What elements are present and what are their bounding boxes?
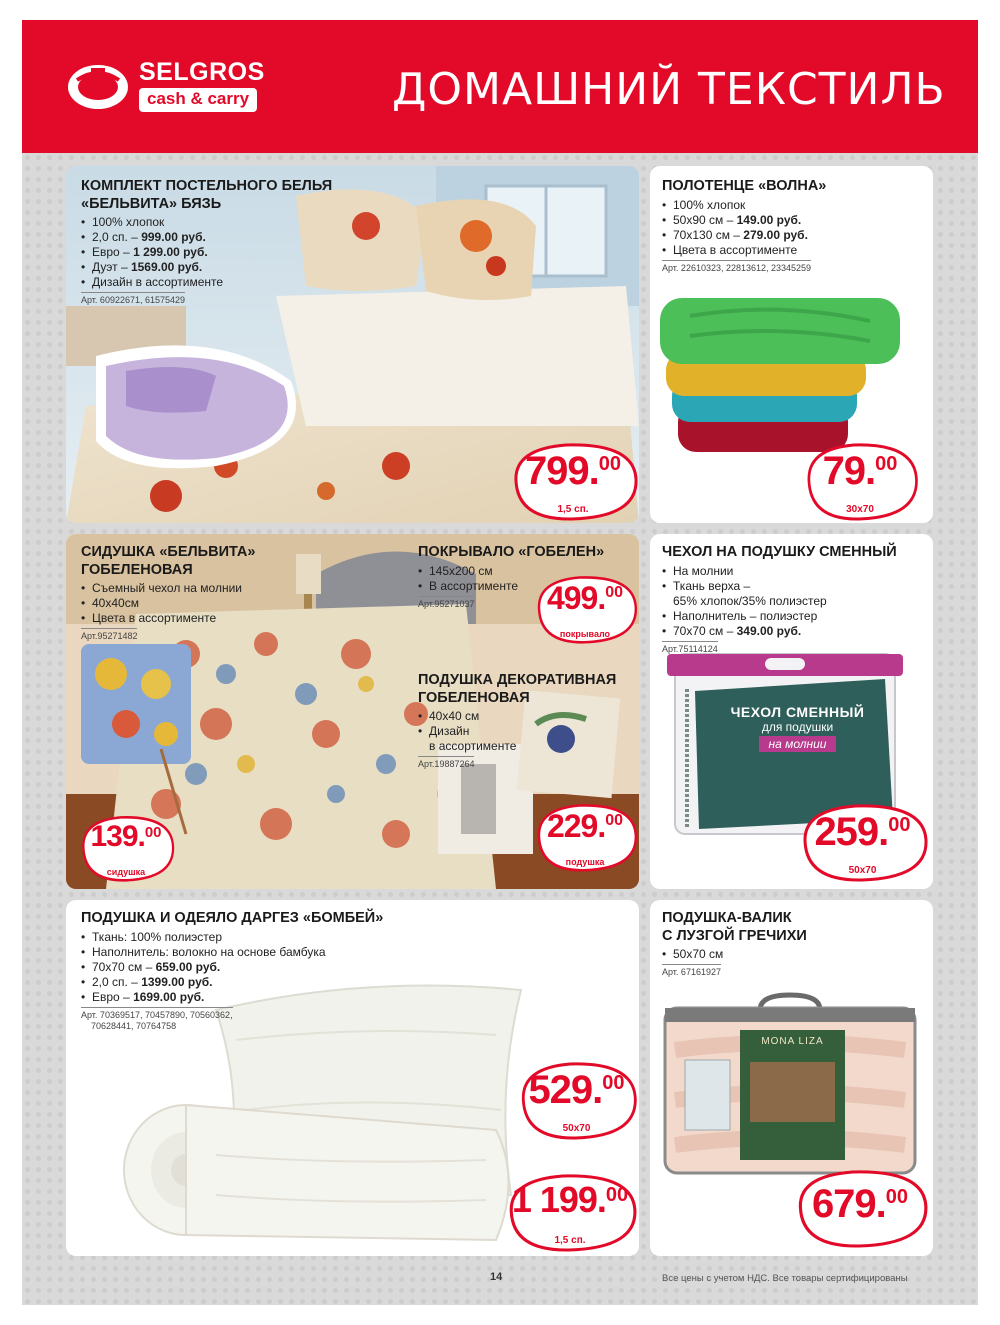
pillowcase-feature: • Наполнитель – полиэстер <box>662 609 927 624</box>
bedding-feature: • Евро – 1 299.00 руб. <box>81 245 381 260</box>
towel-price-tag[interactable]: 79.00 30x70 <box>800 441 920 521</box>
pack-tag: на молнии <box>759 736 837 752</box>
pillowcase-feature: • На молнии <box>662 564 927 579</box>
towel-title: ПОЛОТЕНЦЕ «ВОЛНА» <box>662 178 827 194</box>
brand-name: SELGROS <box>139 58 265 86</box>
pack-title: ЧЕХОЛ СМЕННЫЙ <box>730 704 865 720</box>
bedding-feature: • 100% хлопок <box>81 215 381 230</box>
bombay-feature: • Ткань: 100% полиэстер <box>81 930 411 945</box>
towel-feature: • 70x130 см – 279.00 руб. <box>662 228 922 243</box>
bombay-info <box>81 910 411 1034</box>
bedspread-sku: Арт.95271037 <box>418 596 474 611</box>
towel-sku: Арт. 22610323, 22813612, 23345259 <box>662 260 811 275</box>
deco-pillow-title: ПОДУШКА ДЕКОРАТИВНАЯ ГОБЕЛЕНОВАЯ <box>418 672 617 706</box>
towel-price-note: 30x70 <box>846 504 874 515</box>
bombay-features <box>81 930 411 1005</box>
bedding-feature: • Дуэт – 1569.00 руб. <box>81 260 381 275</box>
bombay-feature: • Евро – 1699.00 руб. <box>81 990 411 1005</box>
cushion-sku: Арт.95271482 <box>81 628 137 643</box>
bombay-feature: • 2,0 сп. – 1399.00 руб. <box>81 975 411 990</box>
deco-pillow-info <box>418 672 633 772</box>
page-title: ДОМАШНИЙ ТЕКСТИЛЬ <box>392 64 946 115</box>
pillowcase-price-tag[interactable]: 259.00 50x70 <box>795 802 930 882</box>
product-card-towel[interactable] <box>650 166 933 523</box>
product-card-pillowcase[interactable] <box>650 534 933 889</box>
cushion-features <box>81 581 291 626</box>
pillowcase-features <box>662 564 927 639</box>
bedding-info <box>81 178 381 308</box>
towel-feature: • Цвета в ассортименте <box>662 243 922 258</box>
bedspread-feature: • В ассортименте <box>418 579 633 594</box>
bombay-feature: • Наполнитель: волокно на основе бамбука <box>81 945 411 960</box>
bedding-price-tag[interactable]: 799.00 1,5 сп. <box>506 441 639 521</box>
product-card-bedding[interactable] <box>66 166 639 523</box>
brand-subtitle: cash & carry <box>139 88 257 112</box>
buckwheat-pillow-photo <box>655 990 925 1180</box>
pillowcase-title: ЧЕХОЛ НА ПОДУШКУ СМЕННЫЙ <box>662 544 897 560</box>
bedding-title: КОМПЛЕКТ ПОСТЕЛЬНОГО БЕЛЬЯ «БЕЛЬВИТА» БЯЗЬ <box>81 178 333 212</box>
bombay-pillow-price-note: 50x70 <box>562 1123 591 1134</box>
buckwheat-feature: • 50x70 см <box>662 947 922 962</box>
buckwheat-title: ПОДУШКА-ВАЛИК С ЛУЗГОЙ ГРЕЧИХИ <box>662 910 807 944</box>
deco-pillow-feature: • Дизайн в ассортименте <box>418 724 633 754</box>
towel-feature: • 100% хлопок <box>662 198 922 213</box>
pillowcase-sku: Арт.75114124 <box>662 641 718 656</box>
bedding-features <box>81 215 381 290</box>
bedspread-price-note: покрывало <box>559 629 611 639</box>
towel-features <box>662 198 922 258</box>
buckwheat-sku: Арт. 67161927 <box>662 964 721 979</box>
cushion-feature: • Цвета в ассортименте <box>81 611 291 626</box>
page-header <box>22 20 978 153</box>
bedding-feature: • 2,0 сп. – 999.00 руб. <box>81 230 381 245</box>
bedding-sku: Арт. 60922671, 61575429 <box>81 292 185 307</box>
pack-subtitle: для подушки <box>761 720 834 734</box>
product-card-tapestry[interactable] <box>66 534 639 889</box>
bedding-feature: • Дизайн в ассортименте <box>81 275 381 290</box>
product-card-bombay[interactable] <box>66 900 639 1256</box>
bombay-title: ПОДУШКА И ОДЕЯЛО ДАРГЕЗ «БОМБЕЙ» <box>81 910 384 926</box>
bedspread-price-tag[interactable]: 499.00 покрывало <box>531 574 639 644</box>
pillowcase-info <box>662 544 927 657</box>
buckwheat-price-tag[interactable]: 679.00 <box>790 1168 930 1248</box>
buckwheat-label-brand: MONA LIZA <box>761 1036 824 1047</box>
product-card-buckwheat[interactable] <box>650 900 933 1256</box>
page-number: 14 <box>490 1271 503 1283</box>
cushion-feature: • Съемный чехол на молнии <box>81 581 291 596</box>
bedspread-title: ПОКРЫВАЛО «ГОБЕЛЕН» <box>418 544 605 560</box>
deco-pillow-features <box>418 709 633 754</box>
selgros-logo-icon <box>67 60 129 110</box>
selgros-logo[interactable] <box>67 58 317 118</box>
footer-disclaimer: Все цены с учетом НДС. Все товары сертифицированы <box>662 1273 908 1284</box>
bedspread-feature: • 145x200 см <box>418 564 633 579</box>
bombay-sku: Арт. 70369517, 70457890, 70560362, 70628441, 70764758 <box>81 1007 233 1033</box>
buckwheat-info <box>662 910 922 980</box>
deco-pillow-price-tag[interactable]: 229.00 подушка <box>531 802 639 872</box>
buckwheat-features <box>662 947 922 962</box>
bombay-pillow-price-tag[interactable]: 529.00 50x70 <box>514 1060 639 1140</box>
towel-info <box>662 178 922 276</box>
pillowcase-feature: • Ткань верха – 65% хлопок/35% полиэстер <box>662 579 927 609</box>
cushion-price-note: сидушка <box>106 867 146 877</box>
deco-pillow-sku: Арт.19887264 <box>418 756 474 771</box>
pillowcase-price-note: 50x70 <box>848 865 877 876</box>
cushion-title: СИДУШКА «БЕЛЬВИТА» ГОБЕЛЕНОВАЯ <box>81 544 256 578</box>
bombay-blanket-price-tag[interactable]: 1 199.00 1,5 сп. <box>501 1172 639 1252</box>
deco-pillow-price-note: подушка <box>565 857 605 867</box>
bombay-blanket-price-note: 1,5 сп. <box>554 1235 586 1246</box>
bedding-price-note: 1,5 сп. <box>557 504 589 515</box>
bombay-feature: • 70x70 см – 659.00 руб. <box>81 960 411 975</box>
deco-pillow-feature: • 40x40 см <box>418 709 633 724</box>
pillowcase-feature: • 70x70 см – 349.00 руб. <box>662 624 927 639</box>
cushion-feature: • 40x40см <box>81 596 291 611</box>
towel-feature: • 50x90 см – 149.00 руб. <box>662 213 922 228</box>
cushion-info <box>81 544 291 644</box>
cushion-price-tag[interactable]: 139.00 сидушка <box>76 814 176 882</box>
